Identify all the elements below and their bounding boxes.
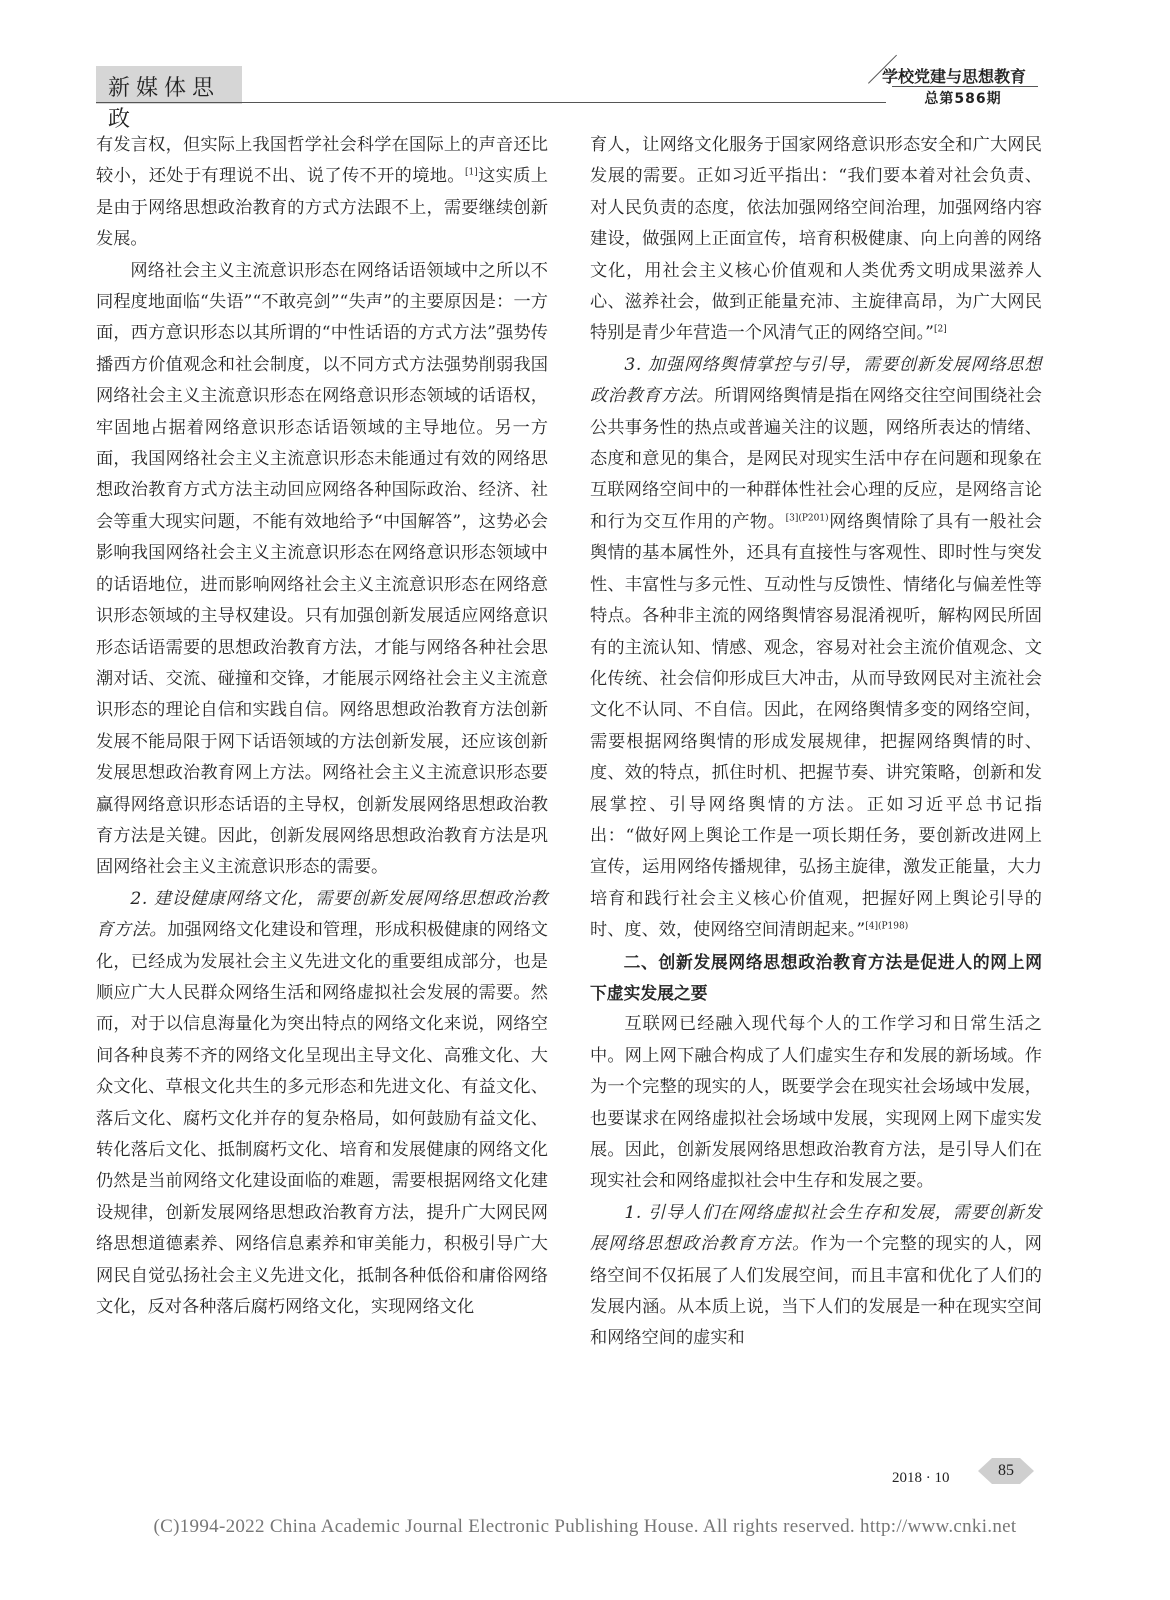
section-tab	[96, 66, 242, 132]
section-heading: 二、创新发展网络思想政治教育方法是促进人的网上网下虚实发展之要	[590, 951, 1042, 1003]
journal-rule	[892, 86, 1038, 87]
paragraph: 2. 建设健康网络文化，需要创新发展网络思想政治教育方法。加强网络文化建设和管理，形成积极健康的网络文化，已经成为发展社会主义先进文化的重要组成部分，也是顺应广大人民群众网络生活和网络虚拟社会发展的需要。然而，对于以信息海量化为突出特点的网络文化来说，网络空间各种良莠不齐的网络文化呈现出主导文化、高雅文化、大众文化、草根文化共生的多元形态和先进文化、有益文化、落后文化、腐朽文化并存的复杂格局，如何鼓励有益文化、转化落后文化、抵制腐朽文化、培育和发展健康的网络文化仍然是当前网络文化建设面临的难题，需要根据网络文化建设规律，创新发展网络思想政治教育方法，提升广大网民网络思想道德素养、网络信息素养和审美能力，积极引导广大网民自觉弘扬社会主义先进文化，抵制各种低俗和庸俗网络文化，反对各种落后腐朽网络文化，实现网络文化	[96, 888, 548, 1318]
issue-date: 2018 · 10	[892, 1470, 950, 1486]
subheading: 3. 加强网络舆情掌控与引导，需要创新发展网络思想政治教育方法。	[590, 354, 1042, 407]
header-rule	[96, 102, 886, 103]
paragraph: 网络社会主义主流意识形态在网络话语领域中之所以不同程度地面临“失语”“不敢亮剑”“失声”的主要原因是：一方面，西方意识形态以其所谓的“中性话语的方式方法”强势传播西方价值观念和社会制度，以不同方式方法强势削弱我国网络社会主义主流意识形态在网络意识形态领域的话语权，牢固地占据着网络意识形态话语领域的主导地位。另一方面，我国网络社会主义主流意识形态未能通过有效的网络思想政治教育方式方法主动回应网络各种国际政治、经济、社会等重大现实问题，不能有效地给予“中国解答”，这势必会影响我国网络社会主义主流意识形态在网络意识形态领域中的话语地位，进而影响网络社会主义主流意识形态在网络意识形态领域的主导权建设。只有加强创新发展适应网络意识形态话语需要的思想政治教育方法，才能与网络各种社会思潮对话、交流、碰撞和交锋，才能展示网络社会主义主流意识形态的理论自信和实践自信。网络思想政治教育方法创新发展不能局限于网下话语领域的方法创新发展，还应该创新发展思想政治教育网上方法。网络社会主义主流意识形态要赢得网络意识形态话语的主导权，创新发展网络思想政治教育方法是关键。因此，创新发展网络思想政治教育方法是巩固网络社会主义主流意识形态的需要。	[96, 260, 548, 878]
citation-ref: [2]	[933, 324, 947, 335]
subheading: 2. 建设健康网络文化，需要创新发展网络思想政治教育方法。	[96, 888, 548, 941]
right-column	[590, 130, 1042, 1355]
citation-ref: [4](P198)	[865, 921, 909, 932]
paragraph: 3. 加强网络舆情掌控与引导，需要创新发展网络思想政治教育方法。所谓网络舆情是指在网络交往空间围绕社会公共事务性的热点或普遍关注的议题，网络所表达的情绪、态度和意见的集合，是网民对现实生活中存在问题和现象在互联网络空间中的一种群体性社会心理的反应，是网络言论和行为交互作用的产物。$^{[3](P201)}$网络舆情除了具有一般社会舆情的基本属性外，还具有直接性与客观性、即时性与突发性、丰富性与多元性、互动性与反馈性、情绪化与偏差性等特点。各种非主流的网络舆情容易混淆视听，解构网民所固有的主流认知、情感、观念，容易对社会主流价值观念、文化传统、社会信仰形成巨大冲击，从而导致网民对主流社会文化不认同、不自信。因此，在网络舆情多变的网络空间，需要根据网络舆情的形成发展规律，把握网络舆情的时、度、效的特点，抓住时机、把握节奏、讲究策略，创新和发展掌控、引导网络舆情的方法。正如习近平总书记指出：“做好网上舆论工作是一项长期任务，要创新改进网上宣传，运用网络传播规律，弘扬主旋律，激发正能量，大力培育和践行社会主义核心价值观，把握好网上舆论引导的时、度、效，使网络空间清朗起来。”$^{[4](P198)}$	[590, 354, 1042, 941]
paragraph: 1. 引导人们在网络虚拟社会生存和发展，需要创新发展网络思想政治教育方法。作为一个完整的现实的人，网络空间不仅拓展了人们发展空间，而且丰富和优化了人们的发展内涵。从本质上说，当下人们的发展是一种在现实空间和网络空间的虚实和	[590, 1202, 1042, 1349]
copyright-notice: (C)1994-2022 China Academic Journal Electronic Publishing House. All rights reserved. http://www.cnki.net	[153, 1516, 1017, 1537]
page-number: 85	[998, 1462, 1014, 1479]
subheading: 1. 引导人们在网络虚拟社会生存和发展，需要创新发展网络思想政治教育方法。	[590, 1202, 1042, 1255]
paragraph: 育人，让网络文化服务于国家网络意识形态安全和广大网民发展的需要。正如习近平指出：“我们要本着对社会负责、对人民负责的态度，依法加强网络空间治理，加强网络内容建设，做强网上正面宣传，培育积极健康、向上向善的网络文化，用社会主义核心价值观和人类优秀文明成果滋养人心、滋养社会，做到正能量充沛、主旋律高昂，为广大网民特别是青少年营造一个风清气正的网络空间。”[2]	[590, 135, 1042, 344]
journal-name: 学校党建与思想教育	[881, 67, 1026, 86]
citation-ref: [1]	[464, 167, 478, 178]
paragraph: 互联网已经融入现代每个人的工作学习和日常生活之中。网上网下融合构成了人们虚实生存和发展的新场域。作为一个完整的现实的人，既要学会在现实社会场域中发展，也要谋求在网络虚拟社会场域中发展，实现网上网下虚实发展。因此，创新发展网络思想政治教育方法，是引导人们在现实社会和网络虚拟社会中生存和发展之要。	[590, 1014, 1042, 1192]
citation-ref: [3](P201)	[785, 513, 829, 524]
paragraph: 有发言权，但实际上我国哲学社会科学在国际上的声音还比较小，还处于有理说不出、说了传不开的境地。[1]这实质上是由于网络思想政治教育的方式方法跟不上，需要继续创新发展。	[96, 135, 548, 250]
issue-number: 总第586期	[924, 91, 1002, 107]
left-column	[96, 130, 548, 1323]
section-title: 新媒体思政	[108, 76, 221, 132]
